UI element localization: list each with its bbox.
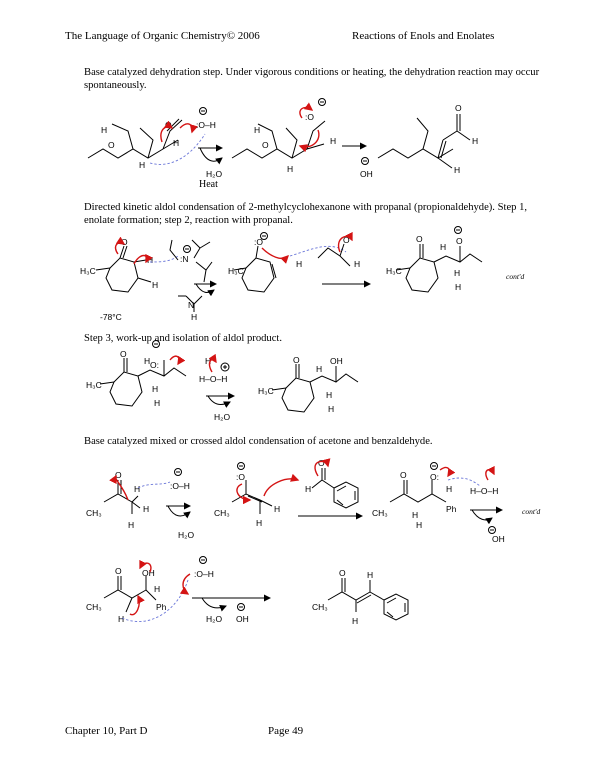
h-label: H xyxy=(173,138,180,148)
h-label: H xyxy=(316,364,323,374)
o-label: O xyxy=(120,349,127,359)
h-label: H xyxy=(154,584,161,594)
h-label: H xyxy=(118,614,125,624)
n-label: :N xyxy=(180,254,189,264)
footer-page-number: Page 49 xyxy=(268,725,304,737)
methyl-label: H₃C xyxy=(258,386,274,396)
methyl-label: CH₃ xyxy=(372,508,388,518)
o-label: O xyxy=(165,120,172,130)
h-label: H xyxy=(367,570,374,580)
water-label: H₂O xyxy=(214,412,231,422)
curved-arrow xyxy=(472,510,492,520)
h-label: H xyxy=(256,518,263,528)
paragraph-dehydration: Base catalyzed dehydration step. Under vigorous conditions or heating, the dehydration reaction may occur spontaneously. xyxy=(84,67,540,91)
h-label: H xyxy=(205,356,212,366)
structure-beta-hydroxy-ketone xyxy=(86,563,188,624)
scheme-kinetic-enolate xyxy=(80,227,525,323)
structure-lda xyxy=(170,240,212,322)
h-label: H xyxy=(352,616,359,626)
structure-aldolate xyxy=(386,227,525,293)
o-label: O xyxy=(293,355,300,365)
o-label: O xyxy=(318,458,325,468)
h-label: H xyxy=(416,520,423,530)
h-label: H xyxy=(326,390,333,400)
structure-enolate-ring xyxy=(228,233,346,293)
o-label: O xyxy=(262,140,269,150)
water-label: H₂O xyxy=(178,530,195,540)
hydroxide-ion xyxy=(183,557,214,595)
h-label: H xyxy=(287,164,294,174)
methyl-label: H₃C xyxy=(86,380,102,390)
hydroxide-ion xyxy=(196,108,216,131)
o-label: O xyxy=(339,568,346,578)
o-label: O xyxy=(400,470,407,480)
structure-enolate-intermediate xyxy=(232,99,336,175)
hydroxide-label: :O–H xyxy=(194,569,214,579)
structure-enal-product xyxy=(378,103,478,175)
paragraph-kinetic-aldol: Directed kinetic aldol condensation of 2-methylcyclohexanone with propanal (propionaldehyde). Step 1, enolate formation; step 2, reaction with propanal. xyxy=(84,202,528,226)
curved-arrow xyxy=(208,396,230,404)
methyl-label: H₃C xyxy=(228,266,244,276)
h-label: H xyxy=(354,259,361,269)
hydroxide-label: OH xyxy=(236,614,249,624)
methyl-label: CH₃ xyxy=(86,602,102,612)
structure-alkoxide-adduct xyxy=(372,463,480,531)
o-label: O: xyxy=(430,472,439,482)
o-label: O xyxy=(416,234,423,244)
structure-propanal xyxy=(318,235,360,269)
paragraph-step3: Step 3, work-up and isolation of aldol product. xyxy=(84,333,283,344)
curved-arrow xyxy=(200,148,222,161)
h-label: H xyxy=(139,160,146,170)
methyl-label: H₃C xyxy=(80,266,96,276)
h-label: H xyxy=(454,165,461,175)
methyl-label: H₃C xyxy=(386,266,402,276)
hydroxide-label: OH xyxy=(492,534,505,544)
h-label: H xyxy=(191,312,198,322)
phenyl-label: Ph xyxy=(156,602,167,612)
structure-benzaldehyde xyxy=(305,458,358,508)
o-label: O xyxy=(456,236,463,246)
curved-arrow xyxy=(168,506,190,516)
curved-arrow xyxy=(196,284,214,292)
scheme-dehydration xyxy=(88,99,478,191)
scheme-enone-formation xyxy=(86,557,408,627)
water-label: H₂O xyxy=(206,169,223,179)
h-label: H xyxy=(305,484,312,494)
hydroxyl-label: OH xyxy=(142,568,155,578)
h-label: H xyxy=(254,125,261,135)
o-label: :O xyxy=(254,237,263,247)
structure-2-methylcyclohexanone xyxy=(80,237,178,322)
continued-label: cont'd xyxy=(506,272,525,281)
n-label: N xyxy=(188,300,195,310)
structure-beta-hydroxy-aldehyde xyxy=(88,119,205,170)
structure-water-top xyxy=(470,470,498,496)
h-label: H xyxy=(454,268,461,278)
o-label: O xyxy=(115,470,122,480)
hydroxyl-label: OH xyxy=(330,356,343,366)
continued-label: cont'd xyxy=(522,507,541,516)
hydroxide-ion xyxy=(170,469,190,492)
curved-arrow xyxy=(202,598,226,608)
structure-benzalacetone xyxy=(312,568,408,626)
h-label: H xyxy=(472,136,479,146)
running-header-left: The Language of Organic Chemistry© 2006 xyxy=(65,30,260,42)
structure-water-top xyxy=(199,356,229,384)
water-label: H₂O xyxy=(206,614,223,624)
h-label: H xyxy=(143,504,150,514)
methyl-label: CH₃ xyxy=(214,508,230,518)
h-label: H xyxy=(128,520,135,530)
o-label: O xyxy=(115,566,122,576)
o-label: O xyxy=(121,237,128,247)
temperature-label: -78°C xyxy=(100,312,122,322)
o-label: O xyxy=(455,103,462,113)
o-label: :O xyxy=(305,112,314,122)
o-label: O xyxy=(108,140,115,150)
h-label: H xyxy=(134,484,141,494)
h-label: H xyxy=(440,242,447,252)
o-label: :O xyxy=(236,472,245,482)
h-label: H xyxy=(154,398,161,408)
scheme-workup xyxy=(86,341,358,423)
footer-chapter: Chapter 10, Part D xyxy=(65,725,148,737)
hydroxide-label: OH xyxy=(360,169,373,179)
h-label: H xyxy=(147,255,154,265)
h-label: H xyxy=(144,356,151,366)
paragraph-mixed-aldol: Base catalyzed mixed or crossed aldol condensation of acetone and benzaldehyde. xyxy=(84,436,433,447)
h-label: H xyxy=(446,484,453,494)
h-label: H xyxy=(274,504,281,514)
h-label: H xyxy=(328,404,335,414)
methyl-label: CH₃ xyxy=(86,508,102,518)
running-header-right: Reactions of Enols and Enolates xyxy=(352,30,495,42)
heat-label: Heat xyxy=(199,179,218,190)
structure-aldol-product xyxy=(258,355,358,414)
structure-aldolate-workup xyxy=(86,341,186,409)
water-label: H–O–H xyxy=(199,374,228,384)
h-label: H xyxy=(296,259,303,269)
structure-acetone-enolate xyxy=(214,463,298,529)
hydroxide-label: :O–H xyxy=(196,120,216,130)
methyl-label: CH₃ xyxy=(312,602,328,612)
h-label: H xyxy=(101,125,108,135)
h-label: H xyxy=(152,280,159,290)
h-label: H xyxy=(455,282,462,292)
h-label: H xyxy=(152,384,159,394)
hydroxide-label: :O–H xyxy=(170,481,190,491)
structure-acetone xyxy=(86,470,170,530)
o-label: O: xyxy=(150,360,159,370)
water-label: H–O–H xyxy=(470,486,499,496)
phenyl-label: Ph xyxy=(446,504,457,514)
scheme-crossed-aldol xyxy=(86,458,541,544)
o-label: O xyxy=(343,235,350,245)
h-label: H xyxy=(412,510,419,520)
h-label: H xyxy=(330,136,337,146)
